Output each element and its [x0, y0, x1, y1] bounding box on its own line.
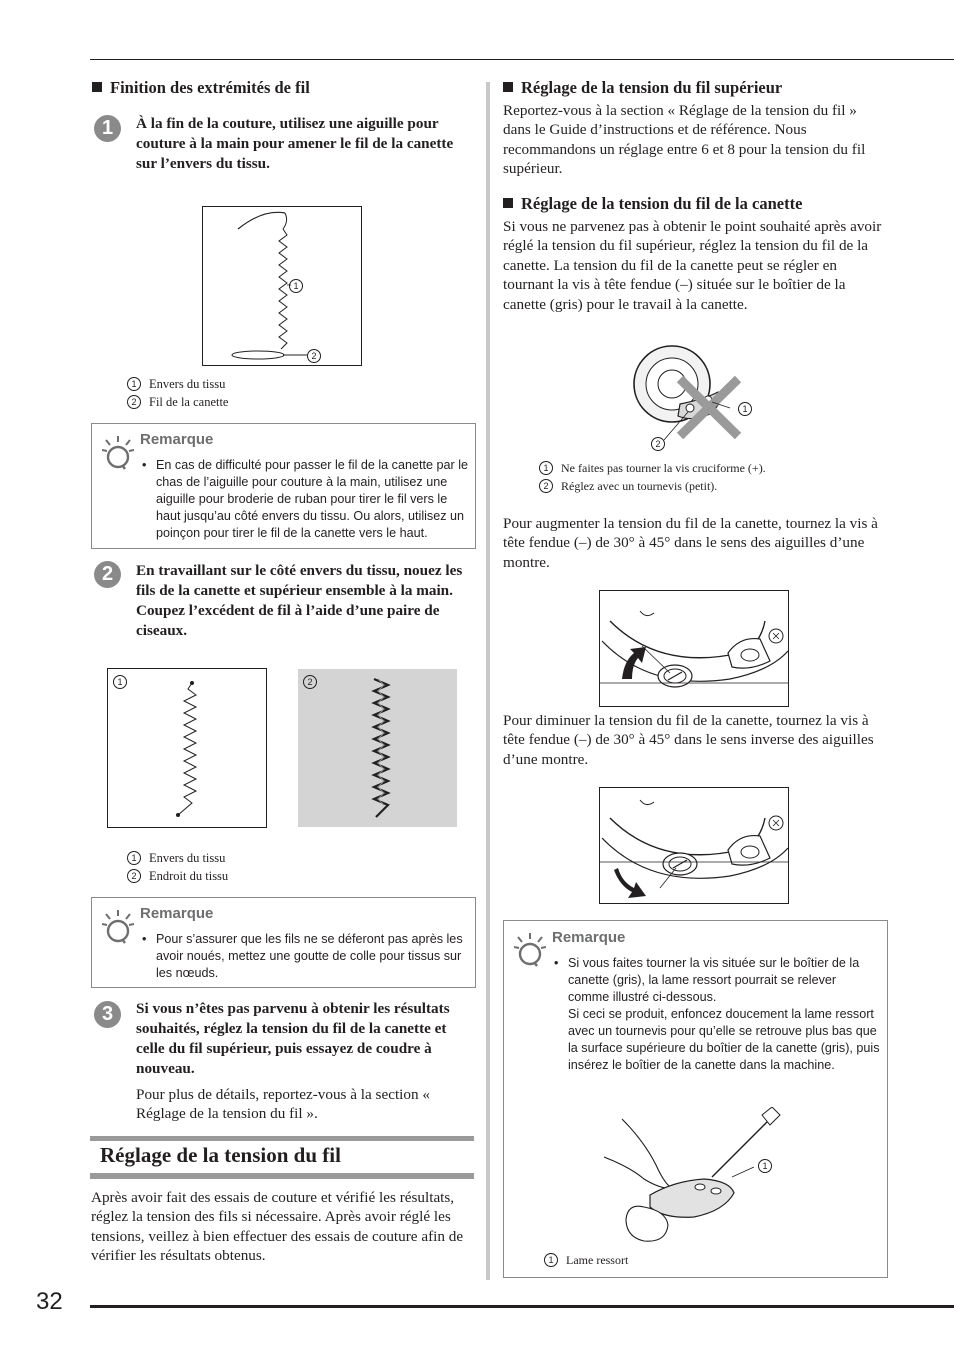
callout-1: 1: [289, 279, 303, 293]
canette-body: Si vous ne parvenez pas à obtenir le point souhaité après avoir réglé la tension du fil supérieur, réglez la tension du fil de la canette. La tension du fil de la canette peut se régler en tournant la vis à tête fendue (–) située sur le boîtier de la canette (gris) pour le travail à la canette.: [503, 218, 882, 313]
decrease-text: Pour diminuer la tension du fil de la canette, tournez la vis à tête fendue (–) de 30° à 45° dans le sens inverse des aiguilles d’une montre.: [503, 712, 874, 768]
figure-leaf-spring: [604, 1107, 794, 1247]
thread-illustration: [203, 207, 361, 365]
callout-1: 1: [113, 675, 127, 689]
caption-item: 1 Ne faites pas tourner la vis cruciforme (+).: [539, 459, 766, 477]
heading-superieur: Réglage de la tension du fil supérieur: [503, 78, 782, 98]
step-2-text: En travaillant sur le côté envers du tissu, nouez les fils de la canette et supérieur ensemble à la main. Coupez l’excédent de fil à l’aide d’une paire de ciseaux.: [136, 562, 463, 639]
figure-bobbin-thread-pull: [202, 206, 362, 366]
leaf-spring-illustration: [604, 1107, 794, 1247]
step-number-3: 3: [94, 1001, 121, 1028]
column-separator: [486, 82, 490, 1280]
figure-right-side: [298, 669, 457, 827]
fig1-captions: [127, 375, 228, 411]
bobbin-case-illustration: [620, 344, 760, 454]
leaf-spring-caption: 1 Lame ressort: [544, 1251, 628, 1269]
superieur-body: Reportez-vous à la section « Réglage de la tension du fil » dans le Guide d’instructions et de référence. Nous recommandons un réglage entre 6 et 8 pour la tension du fil supérieur.: [503, 102, 866, 178]
callout-2: 2: [303, 675, 317, 689]
callout-2: 2: [307, 349, 321, 363]
zigzag-wrong-side: [108, 669, 266, 827]
note-box-3: [503, 920, 888, 1278]
title-bar-bottom: [90, 1173, 474, 1179]
step-number-2: 2: [94, 561, 121, 588]
top-rule: [90, 59, 954, 60]
square-bullet-icon: [503, 82, 513, 92]
caption-item: 1 Envers du tissu: [127, 849, 228, 867]
title-bar-top: [90, 1136, 474, 1141]
page-number: 32: [36, 1288, 63, 1315]
figure-bobbin-case: [620, 344, 760, 454]
section-body: Après avoir fait des essais de couture et vérifié les résultats, réglez la tension des fils si nécessaire. Après avoir réglé les tensions, veillez à bien effectuer des essais de couture afin de vérifier les résultats obtenus.: [91, 1189, 464, 1265]
step-1-text: À la fin de la couture, utilisez une aiguille pour couture à la main pour amener le fil de la canette sur l’envers du tissu.: [136, 115, 454, 172]
heading-finition: Finition des extrémités de fil: [92, 78, 310, 98]
fig2-captions: [127, 849, 228, 885]
note-text: • Pour s’assurer que les fils ne se déferont pas après les avoir noués, mettez une goutte de colle pour tissus sur les nœuds.: [142, 932, 463, 980]
note-text: • Si vous faites tourner la vis située sur le boîtier de la canette (gris), la lame ressort pourrait se relever comme illustré ci-dessous. Si ceci se produit, enfoncez doucement la lame ressort avec un tournevis pour qu’elle se retrouve plus bas que la surface supérieure du boîtier de la canette (gris), puis insérez le boîtier de la canette dans la machine.: [554, 956, 880, 1072]
section-title: Réglage de la tension du fil: [100, 1143, 341, 1167]
note-box-1: [91, 423, 476, 549]
figure-wrong-side: [107, 668, 267, 828]
counterclockwise-illustration: [600, 788, 788, 903]
step-number-1: 1: [94, 115, 121, 142]
lightbulb-icon: [102, 434, 134, 470]
bobbin-captions: [539, 459, 766, 495]
heading-canette: Réglage de la tension du fil de la canette: [503, 194, 802, 214]
step-3-text: Si vous n’êtes pas parvenu à obtenir les résultats souhaités, réglez la tension du fil de la canette et celle du fil supérieur, puis essayez de coudre à nouveau.: [136, 1000, 450, 1077]
callout-1: 1: [758, 1159, 772, 1173]
callout-1: 1: [738, 402, 752, 416]
step-3-detail: Pour plus de détails, reportez-vous à la section « Réglage de la tension du fil ».: [136, 1086, 430, 1123]
callout-2: 2: [651, 437, 665, 451]
figure-turn-counterclockwise: [599, 787, 789, 904]
zigzag-right-side: [298, 669, 457, 827]
lightbulb-icon: [514, 931, 546, 967]
note-title: Remarque: [140, 431, 214, 448]
note-text: • En cas de difficulté pour passer le fil de la canette par le chas de l’aiguille pour couture à la main, utilisez une aiguille pour broderie de ruban pour tirer le fil vers le haut jusqu’au côté envers du tissu. Ou alors, utilisez un poinçon pour tirer le fil de la canette vers le haut.: [142, 458, 468, 540]
caption-item: 2 Endroit du tissu: [127, 867, 228, 885]
caption-item: 2 Fil de la canette: [127, 393, 228, 411]
note-title: Remarque: [552, 929, 626, 946]
increase-text: Pour augmenter la tension du fil de la canette, tournez la vis à tête fendue (–) de 30° à 45° dans le sens des aiguilles d’une montre.: [503, 515, 878, 571]
bottom-rule: [90, 1305, 954, 1308]
section-title-bar: [90, 1136, 474, 1180]
clockwise-illustration: [600, 591, 788, 706]
square-bullet-icon: [503, 198, 513, 208]
note-title: Remarque: [140, 905, 214, 922]
square-bullet-icon: [92, 82, 102, 92]
figure-turn-clockwise: [599, 590, 789, 707]
lightbulb-icon: [102, 908, 134, 944]
note-box-2: [91, 897, 476, 988]
caption-item: 1 Envers du tissu: [127, 375, 228, 393]
caption-item: 2 Réglez avec un tournevis (petit).: [539, 477, 766, 495]
